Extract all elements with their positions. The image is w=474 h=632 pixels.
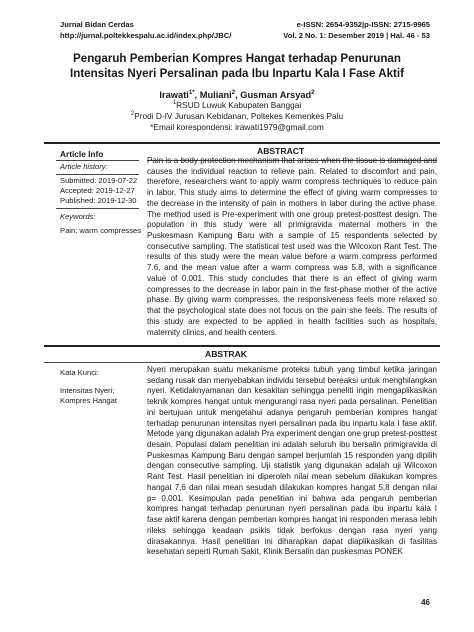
author-1: Irawati: [159, 90, 189, 100]
author-2-mark: 2: [231, 89, 236, 96]
journal-volume: Vol. 2 No. 1: Desember 2019 | Hal. 46 - 53: [283, 31, 430, 40]
title-line-1: Pengaruh Pemberian Kompres Hangat terhadap Penurunan: [73, 52, 401, 65]
submitted-date: Submitted: 2019-07-22: [60, 176, 138, 185]
keywords-value: Pain; warm compresses: [60, 226, 142, 235]
published-date: Published: 2019-12-30: [60, 196, 137, 205]
top-rule: [44, 142, 440, 144]
affiliation-2: [40, 111, 434, 122]
abstrak-indonesian-text: Nyeri merupakan suatu mekanisme proteksi tubuh yang timbul ketika jaringan sedang rusak dan menyebabkan individu tersebut bereaksi untuk menghilangkan nyeri. Ketidaknyamanan dan kesakitan sehingga peneliti ingin mengaplikasikan teknik kompres hangat untuk mengurangi rasa nyeri pada persalinan. Penelitian ini bertujuan untuk mengetahui adanya pengaruh pemberian kompres hangat terhadap penurunan intensitas nyeri persalinan pada ibu inpartu kala I fase aktif. Metode yang digunakan adalah Pra experiment dengan one grup pretest-posttest desain. Populasi dalam penelitian ini adalah seluruh ibu bersalin primigravida di Puskesmas Kampung Baru dengan sampel berjumlah 15 responden yang dipilih dengan consecutive sampling. Uji statistik yang digunakan adalah uji Wilcoxon Rant Test. Hasil penelitian ini diperoleh nilai mean sebelum dilakukan kompres hangat 7,6 dan nilai mean sesudah dilakukan kompres hangat 5,8 dengan nilai p= 0,001. Kesimpulan pada penelitian ini bahwa ada pengaruh pemberian kompres hangat terhadap penurunan nyeri persalinan pada ibu inpartu kala I fase aktif karena dengan pemberian kompres hangat ini responden merasa lebih rileks sehingga keadaan psikis tidak berfokus dengan rasa nyeri yang dirasakannya. Hasil penelitian ini diharapkan dapat diaplikasikan di fasilitas kesehatan seperti Rumah Sakit, Klinik Bersalin dan puskesmas PONEK: [147, 365, 437, 557]
affiliation-2-mark: 2: [130, 111, 135, 118]
abstract-english-text: Pain is a body protection mechanism that arises when the tissue is damaged and causes the individual reaction to relieve pain. Related to discomfort and pain, therefore, researchers want to apply warm compress techniques to reduce pain in labor. This study aims to determine the effect of giving warm compresses to the decrease in the intensity of pain in mothers in labor during the active phase. The method used is Pre-experiment with one group pretest-posttest design. The population in this study were all primigravida maternal mothers in the Puskesmasn Kampung Baru with a sample of 15 respondents selected by consecutive sampling. The statistical test used was the Wilcoxon Rant Test. The results of this study were the mean value before a warm compress performed 7.6, and the mean value after a warm compress was 5.8, with a significance value of 0.001. This study concludes that there is an effect of giving warm compresses to the decrease in labor pain in the first-phase mother of the active phase. By giving warm compresses, the responsiveness feels more relaxed so that the psychological state does not focus on the pain she feels. The results of this study are expected to be applied in health facilities such as hospitals, maternity clinics, and health centers.: [147, 156, 437, 337]
history-rule: [56, 174, 139, 175]
journal-issn: e-ISSN: 2654-9352|p-ISSN: 2715-9965: [296, 20, 430, 29]
abstract-heading: ABSTRACT: [257, 146, 305, 156]
author-3-mark: 2: [311, 89, 315, 96]
affiliation-1-text: RSUD Luwuk Kabupaten Banggai: [176, 100, 302, 110]
kata-kunci-label: Kata Kunci:: [60, 368, 99, 377]
abstrak-rule: [44, 345, 440, 347]
author-1-mark: 1*: [188, 89, 195, 96]
journal-header-right: [283, 19, 430, 41]
affiliation-1: [40, 100, 434, 111]
author-3: , Gusman Arsyad: [235, 90, 312, 100]
correspondence-email[interactable]: *Email korespondensi: irawati1979@gmail.com: [150, 122, 324, 132]
kata-kunci-line-2: Kompres Hangat: [60, 396, 117, 405]
article-info-label: Article Info: [60, 149, 104, 159]
history-label: Article history:: [60, 162, 108, 171]
abstrak-heading: ABSTRAK: [205, 349, 248, 359]
affiliations: [40, 100, 434, 133]
kata-kunci-line-1: Intensitas Nyeri;: [60, 386, 115, 395]
affiliation-2-text: Prodi D-IV Jurusan Kebidanan, Poltekes Kemenkes Palu: [134, 111, 344, 121]
journal-header-left: [60, 19, 231, 41]
journal-url[interactable]: http://jurnal.poltekkespalu.ac.id/index.php/JBC/: [60, 31, 232, 40]
keywords-label: Keywords:: [60, 212, 96, 221]
abstrak-under-rule: [44, 362, 440, 363]
accepted-date: Accepted: 2019-12-27: [60, 186, 135, 195]
title-line-2: Intensitas Nyeri Persalinan pada Ibu Inpartu Kala I Fase Aktif: [70, 66, 404, 80]
page-number: 46: [421, 598, 430, 607]
journal-name: Jurnal Bidan Cerdas: [60, 20, 134, 29]
paper-title: [40, 52, 434, 81]
affiliation-1-mark: 1: [172, 100, 177, 107]
author-2: , Muliani: [194, 90, 232, 100]
keywords-rule: [56, 208, 139, 209]
article-info-rule: [56, 160, 139, 161]
